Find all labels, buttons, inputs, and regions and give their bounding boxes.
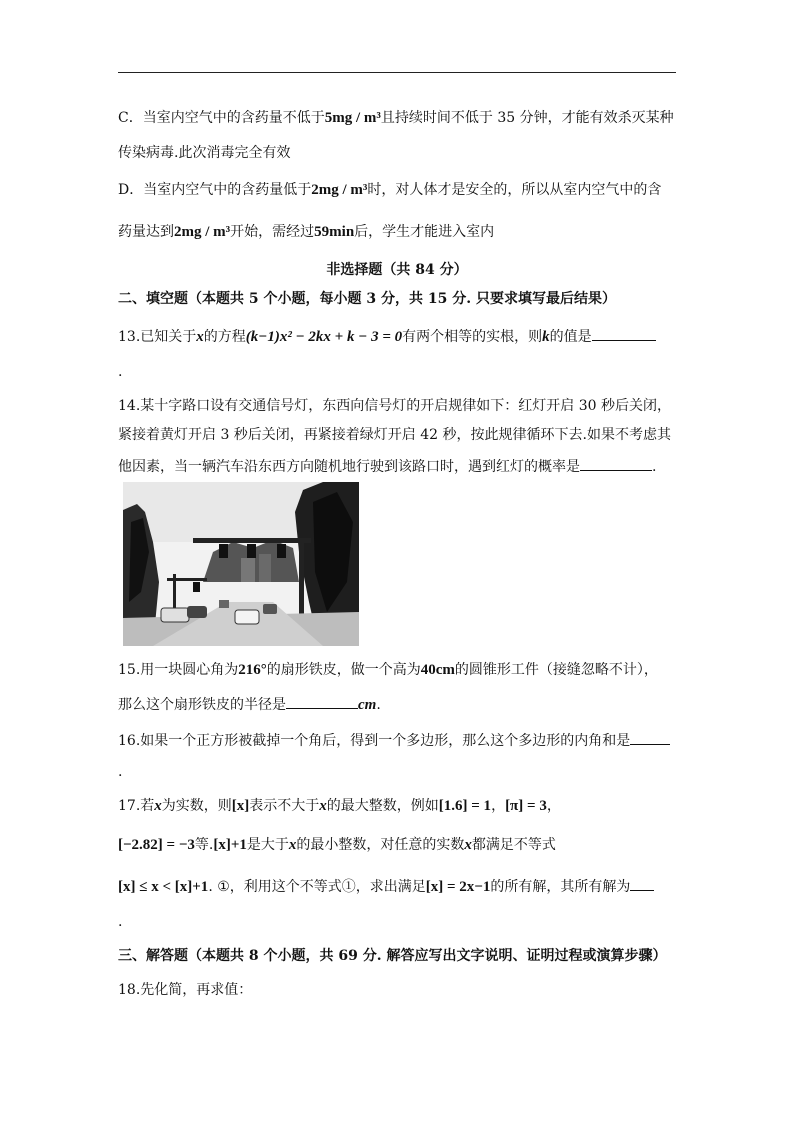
q13-text: 13.已知关于 [118,329,197,345]
q15-answer-blank[interactable] [286,694,358,709]
q17-text-5: 等. [194,837,214,853]
q17-answer-blank[interactable] [630,876,654,891]
question-16 [118,730,670,751]
q17-floor-x: [x] [231,798,250,814]
option-c-text-3: 传染病毒.此次消毒完全有效 [118,145,291,161]
question-18: 18.先化简，再求值： [118,982,253,998]
q14-dot: . [652,459,657,475]
q14-answer-blank[interactable] [580,456,652,471]
q14-text: 他因素，当一辆汽车沿东西方向随机地行驶到该路口时，遇到红灯的概率是 [118,459,580,475]
q17-comma-2: ， [546,798,561,814]
q15-height: 40cm [420,662,455,678]
q17-example-1: [1.6] = 1 [438,798,492,814]
q17-inequality: [x] ≤ x < [x]+1 [118,879,209,895]
q15-text-4: 那么这个扇形铁皮的半径是 [118,697,286,713]
option-d-math-2: 2mg / m³ [174,224,231,240]
q13-trailing-dot: . [118,364,123,380]
q13-text-2: 的方程 [203,329,246,345]
q17-var-x: x [154,798,162,814]
q17-text-7: 的最小整数，对任意的实数 [296,837,465,853]
q15-text-3: 的圆锥形工件（接缝忽略不计）， [454,662,658,678]
q13-var-k: k [542,329,550,345]
q17-text-3: 表示不大于 [249,798,320,814]
option-d-math-3: 59min [314,224,355,240]
traffic-intersection-photo [123,482,359,646]
q17-var-x-4: x [464,837,472,853]
option-c-text: C．当室内空气中的含药量不低于 [118,110,325,126]
q17-text-4: 的最大整数，例如 [326,798,439,814]
q15-text: 15.用一块圆心角为 [118,662,239,678]
q15-unit: cm [358,697,377,713]
q17-example-3: [−2.82] = −3 [118,837,195,853]
option-c-line-2 [118,143,290,163]
option-d-text-2: 时，对人体才是安全的，所以从室内空气中的含 [367,182,662,198]
question-14-line-2: 紧接着黄灯开启 3 秒后关闭，再紧接着绿灯开启 42 秒，按此规律循环下去.如果不考虑其 [118,427,671,443]
question-17-line-2 [118,835,556,855]
q17-text-9: . ①，利用这个不等式①，求出满足 [208,879,426,895]
q17-text-10: 的所有解，其所有解为 [490,879,631,895]
q13-var-x: x [196,329,204,345]
section-fill-heading: 二、填空题（本题共 5 个小题，每小题 3 分，共 15 分. 只要求填写最后结果） [118,291,616,307]
q17-comma: ， [491,798,506,814]
option-c-line-1 [118,108,674,128]
q17-text-8: 都满足不等式 [471,837,556,853]
option-d-text: D．当室内空气中的含药量低于 [118,182,312,198]
question-14-line-3 [118,456,656,477]
option-d-text-4: 开始，需经过 [230,224,315,240]
q15-text-2: 的扇形铁皮，做一个高为 [266,662,421,678]
q13-equation: (k−1)x² − 2kx + k − 3 = 0 [245,329,403,345]
q13-answer-blank[interactable] [592,326,656,341]
q17-trailing-dot: . [118,914,123,930]
option-d-math: 2mg / m³ [311,182,368,198]
option-d-line-1 [118,180,661,200]
option-c-math: 5mg / m³ [324,110,381,126]
q13-text-3: 有两个相等的实根，则 [402,329,543,345]
q15-angle: 216° [238,662,267,678]
q16-trailing-dot: . [118,764,123,780]
q17-text: 17.若 [118,798,155,814]
q16-text: 16.如果一个正方形被截掉一个角后，得到一个多边形，那么这个多边形的内角和是 [118,733,631,749]
question-17-line-3 [118,876,654,897]
question-17-line-1 [118,796,561,816]
option-d-text-5: 后，学生才能进入室内 [354,224,495,240]
question-15-line-2 [118,694,381,715]
q17-example-2: [π] = 3 [505,798,547,814]
question-15-line-1 [118,660,658,680]
section-solve-heading: 三、解答题（本题共 8 个小题，共 69 分. 解答应写出文字说明、证明过程或演算步骤） [118,948,667,964]
q17-text-2: 为实数，则 [161,798,232,814]
q17-text-6: 是大于 [246,837,289,853]
option-d-line-2 [118,222,494,242]
q17-var-x-2: x [319,798,327,814]
q16-answer-blank[interactable] [630,730,670,745]
question-14-line-1: 14.某十字路口设有交通信号灯，东西向信号灯的开启规律如下：红灯开启 30 秒后关闭， [118,398,671,414]
q15-dot: . [376,697,381,713]
question-13 [118,326,656,347]
q13-text-4: 的值是 [549,329,592,345]
section-nonchoice-heading: 非选择题（共 84 分） [326,262,468,278]
q17-floor-plus-one: [x]+1 [213,837,247,853]
header-rule [118,72,676,73]
option-c-text-2: 且持续时间不低于 35 分钟，才能有效杀灭某种 [380,110,674,126]
option-d-text-3: 药量达到 [118,224,174,240]
q17-var-x-3: x [288,837,297,853]
q17-equation: [x] = 2x−1 [425,879,491,895]
